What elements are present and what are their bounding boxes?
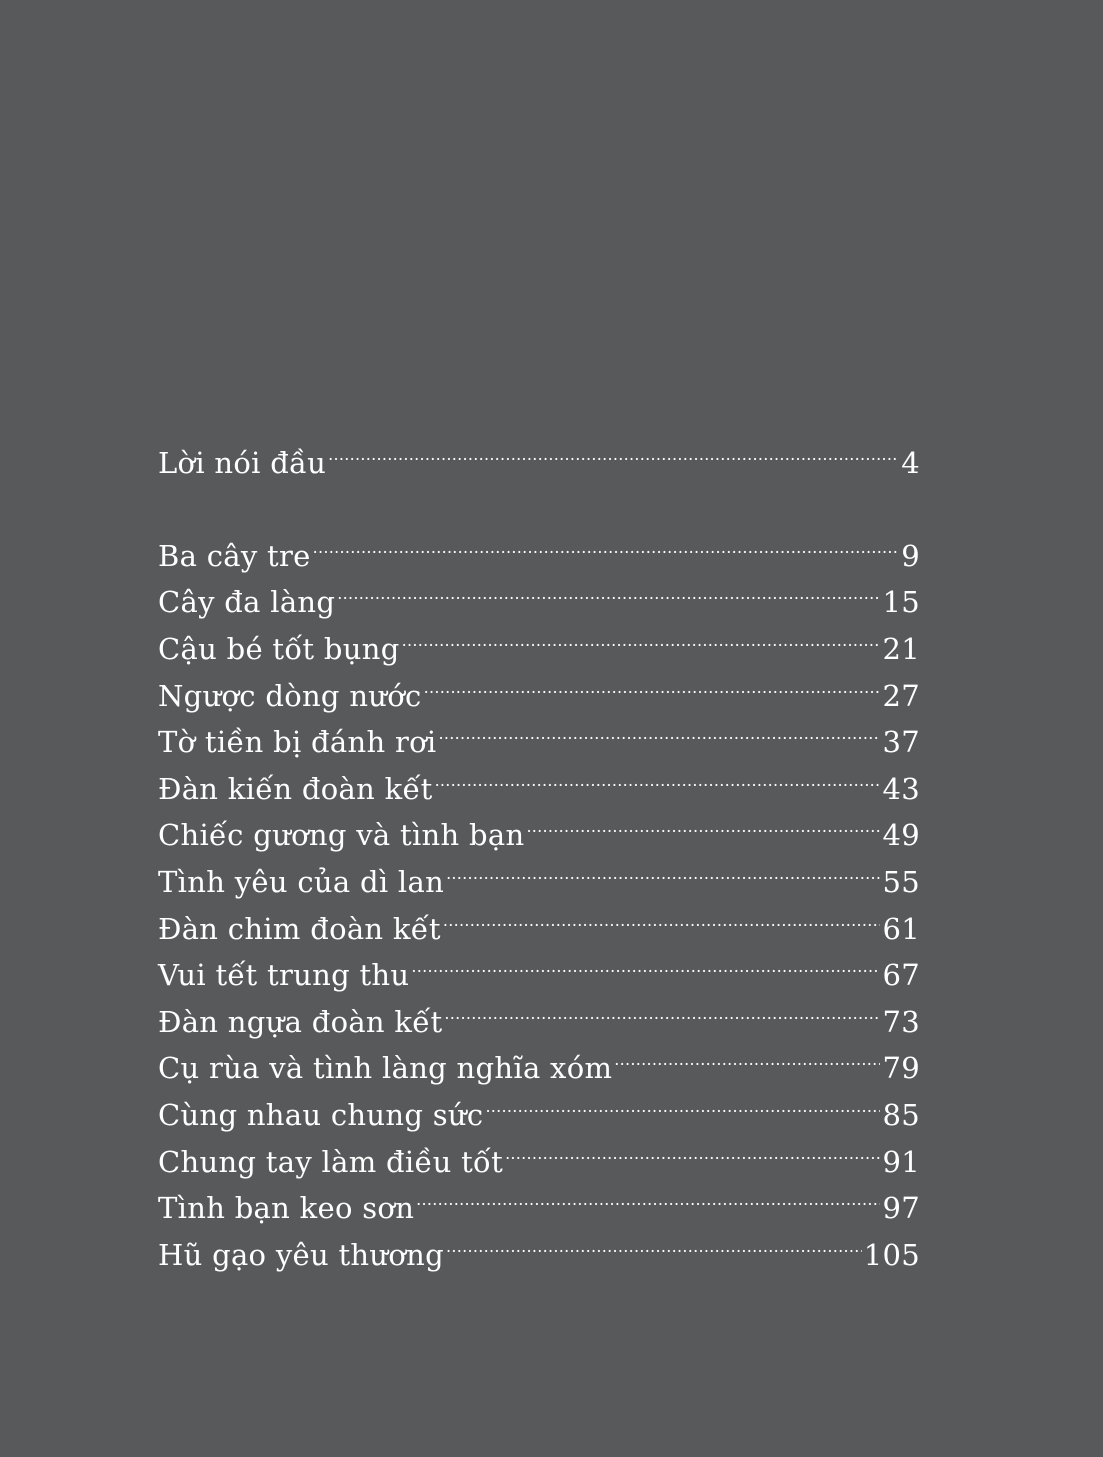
dot-leader xyxy=(443,892,881,939)
dot-leader xyxy=(416,1172,880,1219)
toc-entry-page: 79 xyxy=(882,1051,920,1086)
toc-entry-title: Vui tết trung thu xyxy=(158,958,410,993)
toc-entry-title: Tình yêu của dì lan xyxy=(158,864,445,899)
toc-entry-title: Cùng nhau chung sức xyxy=(158,1097,484,1132)
dot-leader xyxy=(485,1078,880,1125)
toc-entry-page: 43 xyxy=(882,771,920,806)
toc-entry-page: 105 xyxy=(863,1237,920,1272)
dot-leader xyxy=(614,1032,880,1079)
toc-entry-page: 4 xyxy=(901,445,920,480)
dot-leader xyxy=(505,1125,880,1172)
toc-entry-title: Cậu bé tốt bụng xyxy=(158,631,400,666)
toc-entry-page: 61 xyxy=(882,911,920,946)
dot-leader xyxy=(313,519,900,566)
dot-leader xyxy=(402,612,881,659)
toc-entry-page: 97 xyxy=(882,1191,920,1226)
toc-entry-page: 27 xyxy=(882,678,920,713)
toc-entry-page: 67 xyxy=(882,958,920,993)
toc-entry-page: 73 xyxy=(882,1004,920,1039)
toc-entry-title: Ngược dòng nước xyxy=(158,678,422,713)
dot-leader xyxy=(411,939,880,986)
dot-leader xyxy=(526,799,880,846)
toc-entry-title: Cụ rùa và tình làng nghĩa xóm xyxy=(158,1051,613,1086)
table-of-contents xyxy=(158,426,920,1272)
toc-entry-title: Tình bạn keo sơn xyxy=(158,1191,415,1226)
dot-leader xyxy=(328,426,899,473)
dot-leader xyxy=(438,706,880,753)
toc-entry-page: 37 xyxy=(882,725,920,760)
toc-entry-preface xyxy=(158,426,920,480)
toc-entry-title: Tờ tiền bị đánh rơi xyxy=(158,725,437,760)
dot-leader xyxy=(435,752,881,799)
toc-entry-page: 49 xyxy=(882,818,920,853)
toc-entry-title: Cây đa làng xyxy=(158,585,336,620)
toc-entry-title: Chung tay làm điều tốt xyxy=(158,1144,504,1179)
dot-leader xyxy=(444,985,880,1032)
toc-entry-page: 55 xyxy=(882,864,920,899)
toc-entry-page: 21 xyxy=(882,631,920,666)
dot-leader xyxy=(446,1218,862,1265)
toc-entry-title: Hũ gạo yêu thương xyxy=(158,1237,444,1272)
toc-entry-title: Đàn ngựa đoàn kết xyxy=(158,1004,443,1039)
toc-entry-title: Ba cây tre xyxy=(158,538,311,573)
toc-entry-title: Lời nói đầu xyxy=(158,445,327,480)
toc-entry-title: Đàn kiến đoàn kết xyxy=(158,771,433,806)
dot-leader xyxy=(424,659,881,706)
toc-entry-page: 85 xyxy=(882,1097,920,1132)
toc-entry-page: 9 xyxy=(901,538,920,573)
toc-entry-title: Đàn chim đoàn kết xyxy=(158,911,441,946)
toc-entry xyxy=(158,519,920,573)
toc-entry-page: 15 xyxy=(882,585,920,620)
toc-entry-page: 91 xyxy=(882,1144,920,1179)
dot-leader xyxy=(446,845,880,892)
dot-leader xyxy=(337,566,880,613)
toc-entry-title: Chiếc gương và tình bạn xyxy=(158,818,525,853)
